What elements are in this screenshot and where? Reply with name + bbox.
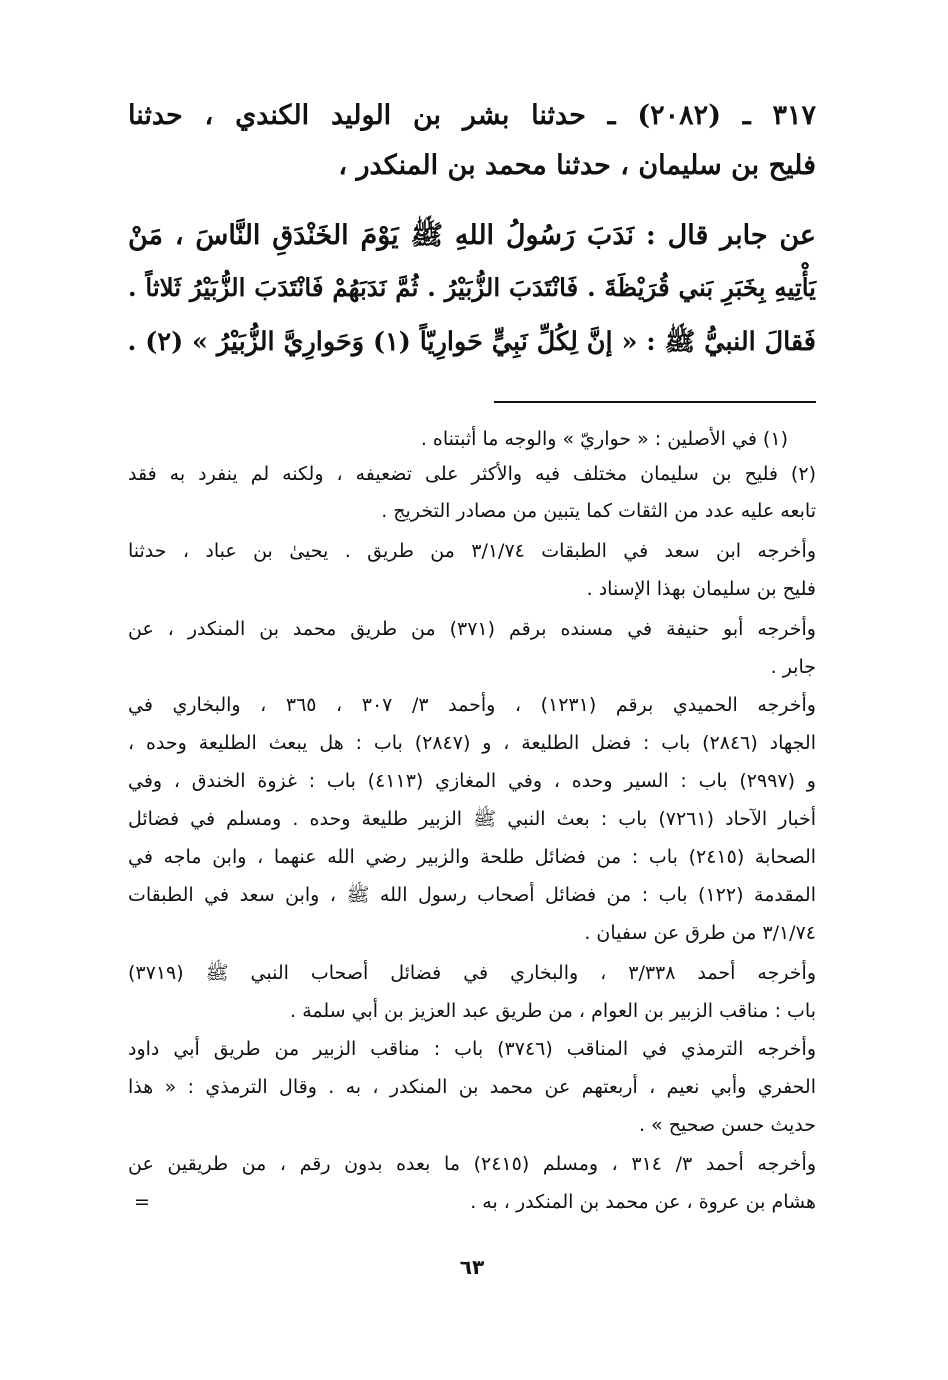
footnote-line: وأخرجه الترمذي في المناقب (٣٧٤٦) باب : مناقب الزبير من طريق أبي داود [128,1038,816,1060]
footnote-separator [494,401,816,403]
footnote-line: وأخرجه أحمد ٣/٣٣٨ ، والبخاري في فضائل أصحاب النبي ﷺ (٣٧١٩) [128,962,816,984]
footnote-line: تابعه عليه عدد من الثقات كما يتبين من مصادر التخريج . [381,500,816,522]
footnote-line: و (٢٩٩٧) باب : السير وحده ، وفي المغازي (٤١١٣) باب : غزوة الخندق ، وفي [128,770,816,792]
footnote-line: وأخرجه أبو حنيفة في مسنده برقم (٣٧١) من طريق محمد بن المنكدر ، عن [128,618,816,640]
hadith-text-line-2: يَأْتِيهِ بِخَبَرِ بَني قُرَيْظَةَ . فَانْتَدَبَ الزُّبَيْرُ . ثُمَّ نَدَبَهُمْ فَانْتَدَبَ الزُّبَيْرُ ثَلاثاً . [128,273,816,302]
footnote-line: وأخرجه الحميدي برقم (١٢٣١) ، وأحمد ٣/ ٣٠٧ ، ٣٦٥ ، والبخاري في [128,694,816,716]
page-number: ٦٣ [459,1255,485,1279]
continuation-mark: = [134,1191,150,1213]
footnote-line: هشام بن عروة ، عن محمد بن المنكدر ، به . [470,1191,816,1213]
footnote-line: جابر . [770,656,816,678]
hadith-heading-line-2: فليح بن سليمان ، حدثنا محمد بن المنكدر ، [338,150,816,181]
footnote-line: الصحابة (٢٤١٥) باب : من فضائل طلحة والزبير رضي الله عنهما ، وابن ماجه في [128,846,817,868]
footnote-line: وأخرجه أحمد ٣/ ٣١٤ ، ومسلم (٢٤١٥) ما بعده بدون رقم ، من طريقين عن [128,1153,816,1175]
footnote-line: باب : مناقب الزبير بن العوام ، من طريق عبد العزيز بن أبي سلمة . [290,1000,816,1022]
footnote-line: (١) في الأصلين : « حواريّ » والوجه ما أثبتناه . [420,428,788,450]
footnote-line: الجهاد (٢٨٤٦) باب : فضل الطليعة ، و (٢٨٤٧) باب : هل يبعث الطليعة وحده ، [128,732,816,754]
footnote-line: أخبار الآحاد (٧٢٦١) باب : بعث النبي ﷺ الزبير طليعة وحده . ومسلم في فضائل [128,808,816,830]
hadith-text-line-3: فَقالَ النبيُّ ﷺ : « إنَّ لِكُلِّ نَبِيٍّ حَوارِيّاً (١) وَحَوارِيَّ الزُّبَيْرُ » (٢) . [127,327,816,357]
footnote-line: (٢) فليح بن سليمان مختلف فيه والأكثر على تضعيفه ، ولكنه لم ينفرد به فقد [128,463,816,485]
footnote-line: حديث حسن صحيح » . [638,1114,816,1136]
hadith-heading-line-1: ٣١٧ ـ (٢٠٨٢) ـ حدثنا بشر بن الوليد الكندي ، حدثنا [128,100,816,131]
footnote-line: ٣/١/٧٤ من طرق عن سفيان . [584,922,816,944]
footnote-line: فليح بن سليمان بهذا الإسناد . [586,578,816,600]
hadith-text-line-1: عن جابر قال : نَدَبَ رَسُولُ اللهِ ﷺ يَوْمَ الخَنْدَقِ النَّاسَ ، مَنْ [128,220,816,251]
footnote-line: وأخرجه ابن سعد في الطبقات ٣/١/٧٤ من طريق . يحيىٰ بن عباد ، حدثنا [128,540,817,562]
footnote-line: المقدمة (١٢٢) باب : من فضائل أصحاب رسول الله ﷺ ، وابن سعد في الطبقات [128,884,817,906]
footnote-line: الحفري وأبي نعيم ، أربعتهم عن محمد بن المنكدر ، به . وقال الترمذي : « هذا [128,1076,816,1098]
